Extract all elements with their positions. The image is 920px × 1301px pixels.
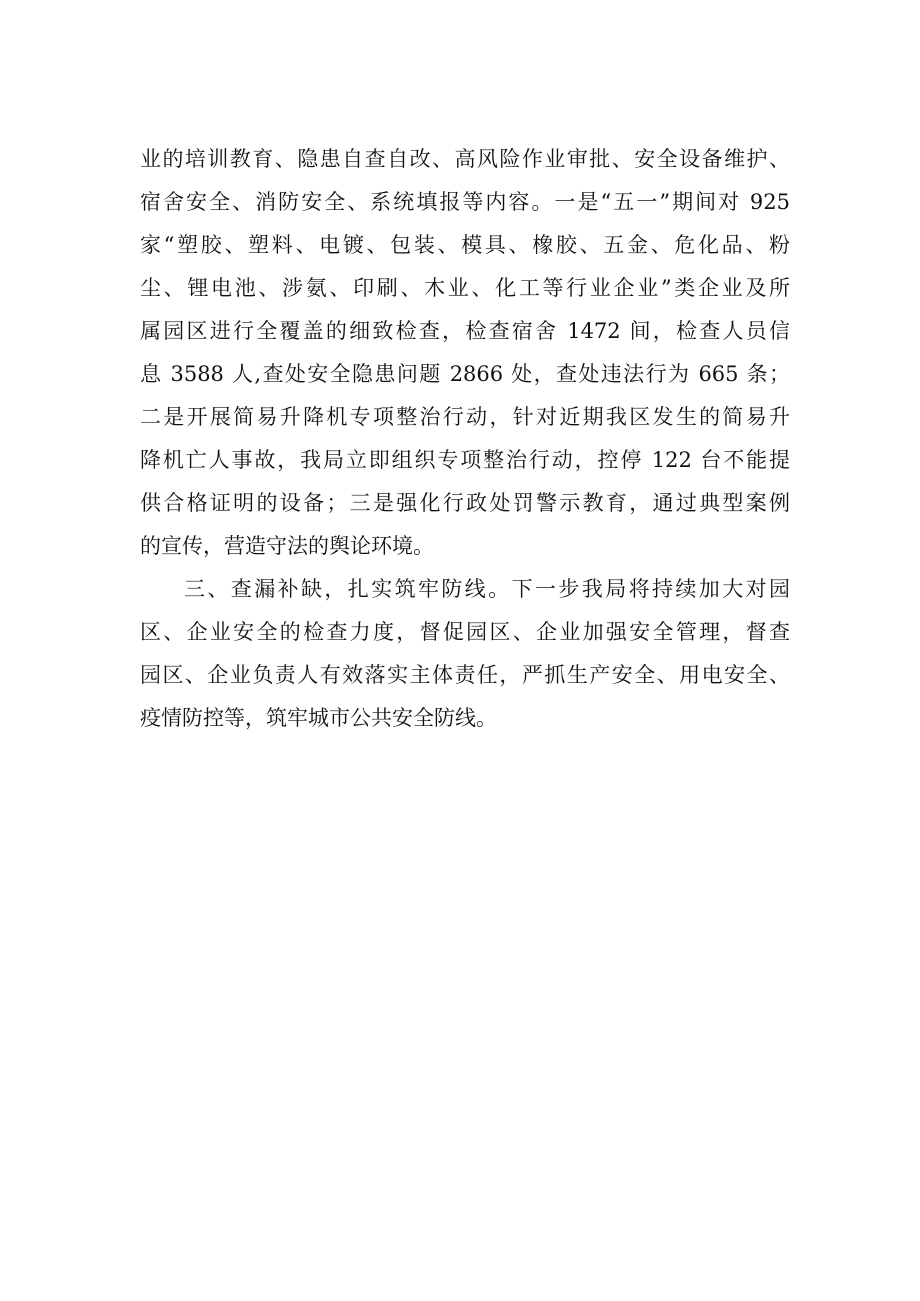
- paragraph-1-line: 二是开展简易升降机专项整治行动，针对近期我区发生的简易升: [140, 405, 790, 429]
- paragraph-1-line: 的宣传，营造守法的舆论环境。: [140, 534, 434, 558]
- paragraph-1-line: 供合格证明的设备；三是强化行政处罚警示教育，通过典型案例: [140, 491, 790, 515]
- paragraph-2-line: 三、查漏补缺，扎实筑牢防线。下一步我局将持续加大对园: [184, 577, 790, 601]
- paragraph-1-line: 尘、锂电池、涉氨、印刷、木业、化工等行业企业”类企业及所: [140, 276, 790, 300]
- paragraph-2-line: 区、企业安全的检查力度，督促园区、企业加强安全管理，督查: [140, 620, 790, 644]
- paragraph-1-line: 宿舍安全、消防安全、系统填报等内容。一是“五一”期间对 925: [140, 190, 790, 214]
- paragraph-2-line: 疫情防控等，筑牢城市公共安全防线。: [140, 706, 497, 730]
- document-body: [140, 138, 790, 740]
- paragraph-1-line: 家“塑胶、塑料、电镀、包装、模具、橡胶、五金、危化品、粉: [140, 233, 790, 257]
- paragraph-1-line: 息 3588 人,查处安全隐患问题 2866 处，查处违法行为 665 条；: [140, 362, 790, 386]
- paragraph-1-line: 降机亡人事故，我局立即组织专项整治行动，控停 122 台不能提: [140, 448, 790, 472]
- paragraph-2-line: 园区、企业负责人有效落实主体责任，严抓生产安全、用电安全、: [140, 663, 790, 687]
- paragraph-1-line: 属园区进行全覆盖的细致检查，检查宿舍 1472 间，检查人员信: [140, 319, 790, 343]
- paragraph-1-line: 业的培训教育、隐患自查自改、高风险作业审批、安全设备维护、: [140, 147, 790, 171]
